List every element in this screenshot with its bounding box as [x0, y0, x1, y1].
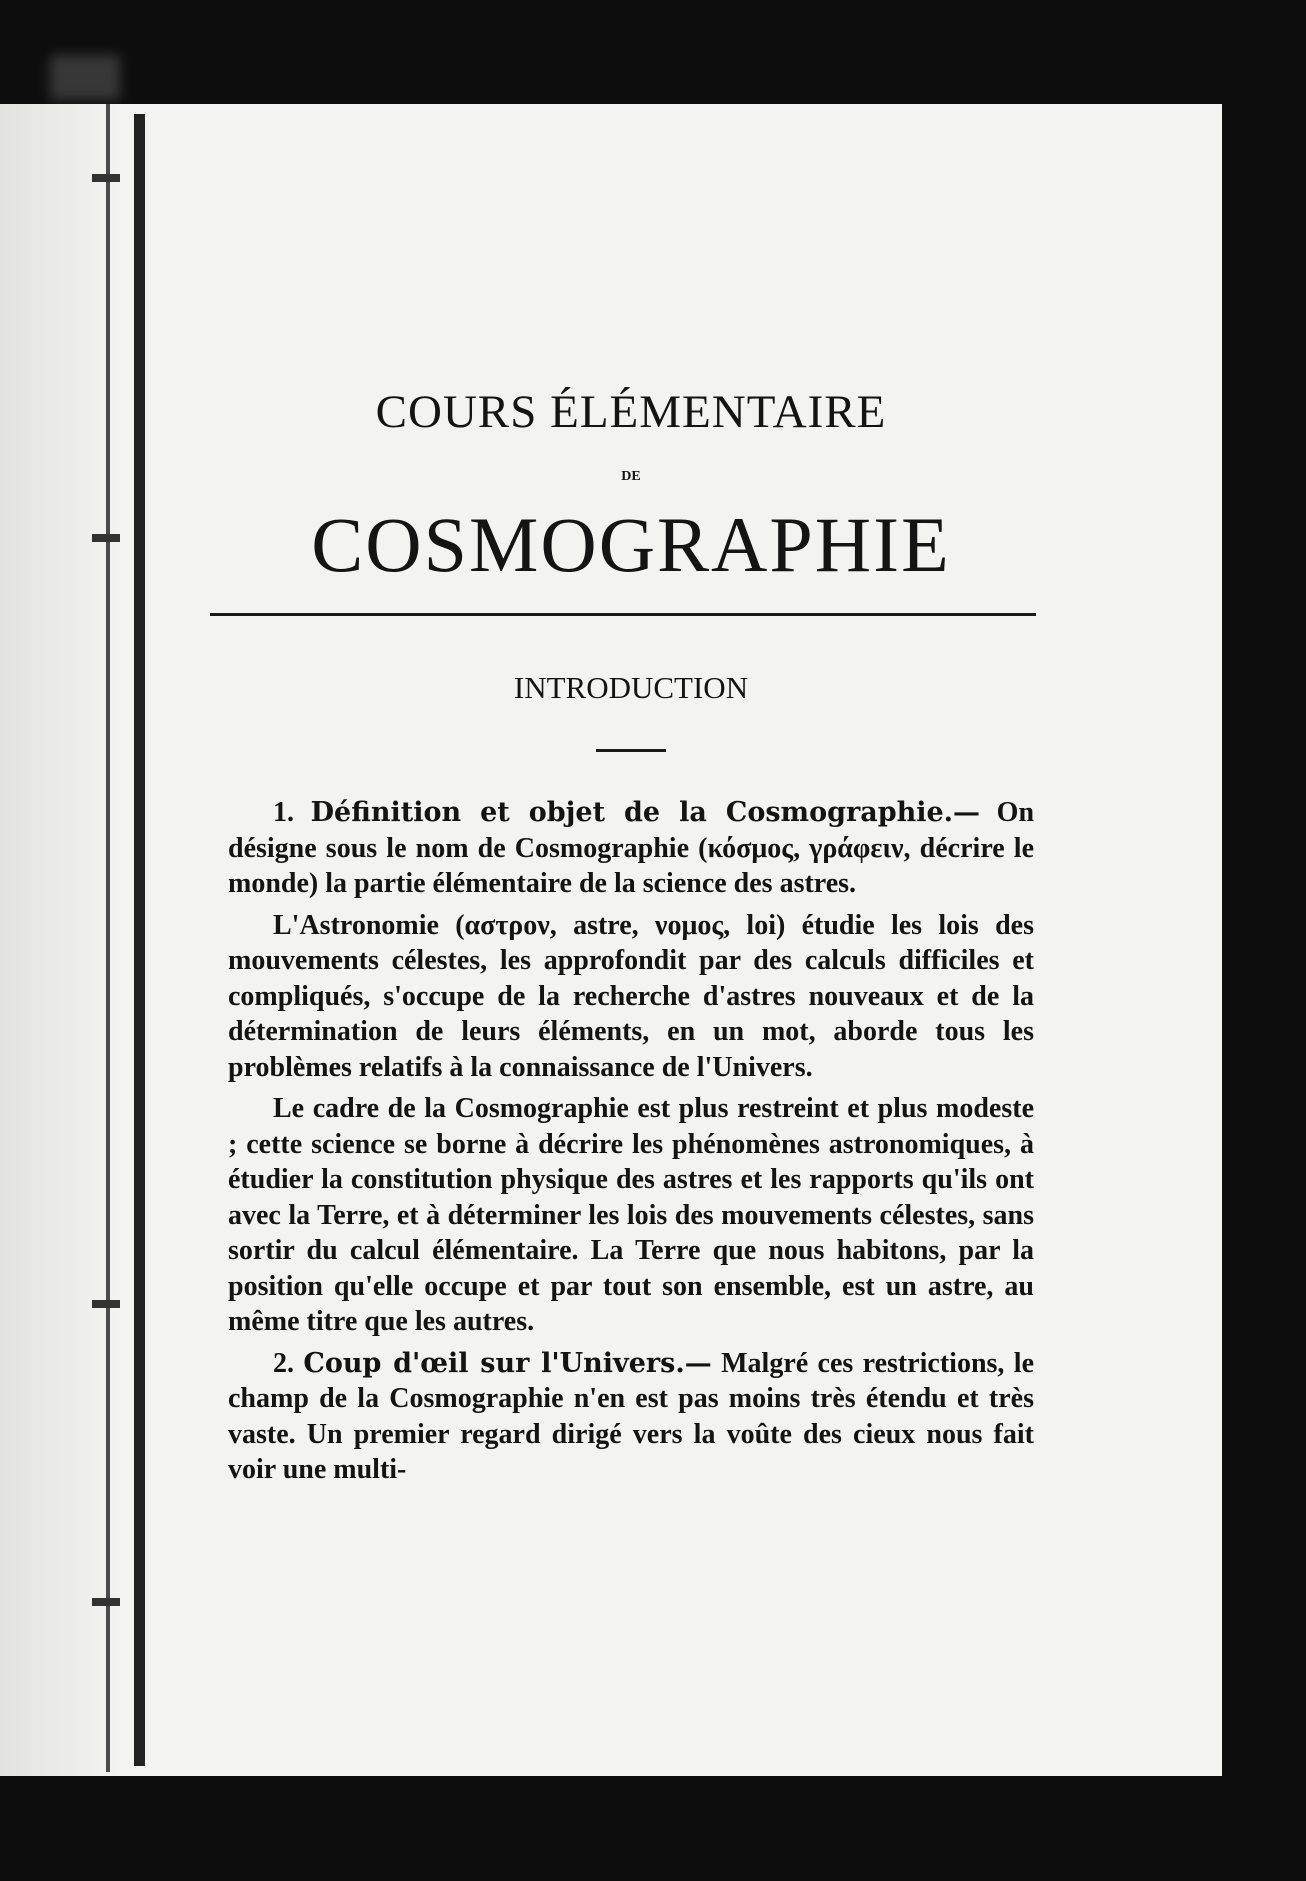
section-rule — [596, 749, 666, 752]
scan-stain — [50, 55, 120, 100]
paragraph-heading: Définition et objet de la Cosmographie.— — [310, 797, 981, 828]
paragraph-number: 1. — [273, 797, 294, 828]
body-text — [228, 795, 1034, 1488]
book-page — [0, 104, 1222, 1776]
paragraph-text: Le cadre de la Cosmographie est plus restreint et plus modeste ; cette science se borne à décrire les phénomènes astronomiques, à étudier la constitution physique des astres et les rapports qu'ils ont avec la Terre, et à déterminer les lois des mouvements célestes, sans sortir du calcul élémentaire. La Terre que nous habitons, par la position qu'elle occupe et par tout son ensemble, est un astre, au même titre que les autres. — [228, 1093, 1034, 1337]
binding-shadow — [0, 104, 118, 1776]
paragraph-text: On désigne sous le nom de Cosmographie (κόσμος, γράφειν, décrire le monde) la partie élémentaire de la science des astres. — [228, 797, 1035, 899]
paragraph-text: Malgré ces restrictions, le champ de la Cosmographie n'en est pas moins très étendu et très vaste. Un premier regard dirigé vers la voûte des cieux nous fait voir une multi- — [228, 1347, 1034, 1485]
paragraph — [228, 1091, 1034, 1340]
book-subtitle: COSMOGRAPHIE — [311, 501, 951, 588]
paragraph-heading: Coup d'œil sur l'Univers.— — [303, 1347, 712, 1379]
book-title: COURS ÉLÉMENTAIRE — [375, 386, 887, 438]
spine-edge — [106, 104, 110, 1772]
section-heading: INTRODUCTION — [513, 670, 749, 705]
spine-mark — [92, 534, 120, 542]
spine-mark — [92, 1300, 120, 1308]
spine-mark — [92, 1598, 120, 1606]
paragraph — [228, 908, 1034, 1086]
paragraph — [228, 1346, 1034, 1488]
paragraph — [228, 795, 1034, 902]
paragraph-text: L'Astronomie (αστρον, astre, νομος, loi) étudie les lois des mouvements célestes, les approfondit par des calculs difficiles et compliqués, s'occupe de la recherche d'astres nouveaux et de la détermination de leurs éléments, en un mot, aborde tous les problèmes relatifs à la connaissance de l'Univers. — [228, 909, 1034, 1083]
page-content — [228, 104, 1034, 1494]
paragraph-number: 2. — [273, 1347, 294, 1379]
title-connector: DE — [621, 469, 641, 484]
spine-binding-line — [134, 114, 145, 1766]
title-rule — [210, 613, 1036, 616]
spine-mark — [92, 174, 120, 182]
